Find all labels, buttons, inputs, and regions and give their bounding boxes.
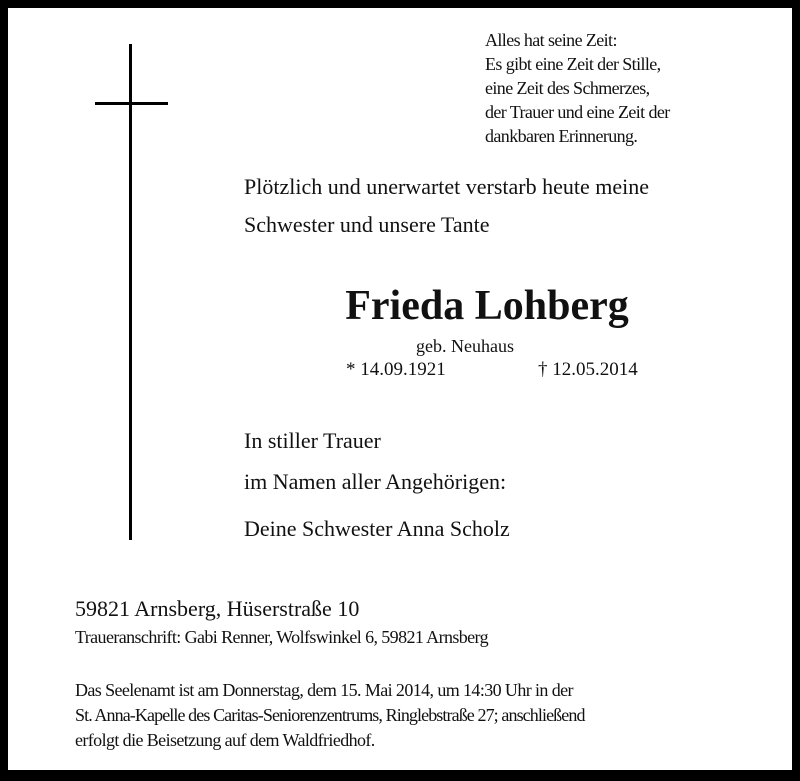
notice-body (8, 8, 792, 770)
service-line: erfolgt die Beisetzung auf dem Waldfriedhof. (75, 730, 375, 750)
birth-date: * 14.09.1921 (346, 359, 446, 380)
deceased-name: Frieda Lohberg (345, 283, 629, 329)
mourners-signature: Deine Schwester Anna Scholz (244, 516, 510, 541)
poem-line: dankbaren Erinnerung. (485, 126, 638, 146)
mourners-line: In stiller Trauer (244, 428, 381, 453)
poem-line: eine Zeit des Schmerzes, (485, 78, 650, 98)
address: 59821 Arnsberg, Hüserstraße 10 (75, 596, 360, 621)
service-line: Das Seelenamt ist am Donnerstag, dem 15. Mai 2014, um 14:30 Uhr in der (75, 680, 573, 700)
poem-line: der Trauer und eine Zeit der (485, 102, 670, 122)
intro-line: Schwester und unsere Tante (244, 212, 490, 237)
cross-icon-bar (95, 102, 168, 105)
cross-icon (129, 44, 132, 540)
maiden-name: geb. Neuhaus (416, 336, 514, 356)
mourning-address: Traueranschrift: Gabi Renner, Wolfswinkel 6, 59821 Arnsberg (75, 627, 489, 647)
intro-line: Plötzlich und unerwartet verstarb heute meine (244, 174, 650, 199)
death-date: † 12.05.2014 (538, 359, 638, 380)
mourners-line: im Namen aller Angehörigen: (244, 469, 507, 494)
poem-line: Alles hat seine Zeit: (485, 30, 617, 50)
poem-line: Es gibt eine Zeit der Stille, (485, 54, 661, 74)
service-line: St. Anna-Kapelle des Caritas-Seniorenzentrums, Ringlebstraße 27; anschließend (75, 705, 585, 725)
